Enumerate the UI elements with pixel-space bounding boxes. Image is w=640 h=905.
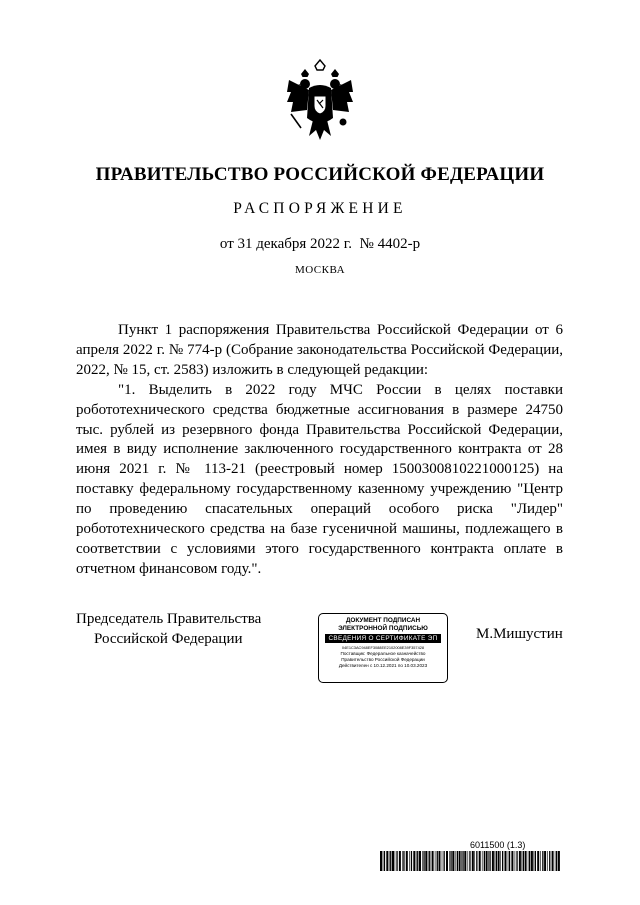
stamp-heading: ДОКУМЕНТ ПОДПИСАН bbox=[345, 617, 421, 624]
document-code: 6011500 (1.3) bbox=[470, 840, 526, 850]
barcode-icon bbox=[380, 851, 560, 871]
signer-name: М.Мишустин bbox=[476, 626, 563, 642]
electronic-signature-stamp bbox=[318, 613, 448, 683]
signer-title-line: Председатель Правительства bbox=[76, 611, 262, 627]
document-type: РАСПОРЯЖЕНИЕ bbox=[233, 200, 407, 217]
stamp-validity: Действителен с 10.12.2021 по 10.03.2023 bbox=[338, 663, 428, 669]
stamp-heading: ЭЛЕКТРОННОЙ ПОДПИСЬЮ bbox=[338, 625, 428, 632]
page-title: ПРАВИТЕЛЬСТВО РОССИЙСКОЙ ФЕДЕРАЦИИ bbox=[95, 164, 545, 185]
double-headed-eagle-emblem-icon bbox=[283, 58, 357, 146]
stamp-issuer: Поставщик: Федеральное казначейство bbox=[340, 651, 426, 656]
city-label: МОСКВА bbox=[294, 264, 346, 276]
body-paragraph: "1. Выделить в 2022 году МЧС России в целях поставки робототехнического средства бюджетные ассигнования в размере 24750 тыс. рублей из резервного фонда Правительства Российской Федерации, имея в виду исполнение заключенного государственного контракта от 28 июня 2021 г. № 113-21 (реестровый номер 1500300810221000125) на поставку федеральному государственному казенному учреждению "Центр по проведению спасательных операций особого риска "Лидер" робототехнического средства на базе гусеничной машины, подлежащего в соответствии с условиями этого государственного контракта оплате в отчетном финансовом году.". bbox=[76, 381, 563, 577]
body-paragraph: Пункт 1 распоряжения Правительства Российской Федерации от 6 апреля 2022 г. № 774-р (Собрание законодательства Российской Федерации, 2022, № 15, ст. 2583) изложить в следующей редакции: bbox=[76, 322, 563, 378]
document-body bbox=[76, 321, 563, 580]
stamp-owner: Правительство Российской Федерации bbox=[341, 657, 425, 663]
signer-title-line: Российской Федерации bbox=[94, 631, 243, 647]
signer-position bbox=[76, 609, 286, 649]
stamp-certificate-band: СВЕДЕНИЯ О СЕРТИФИКАТЕ ЭП bbox=[325, 634, 441, 643]
date-and-number: от 31 декабря 2022 г. № 4402-р bbox=[219, 236, 421, 252]
stamp-serial-number: 04E1C3AC948EF3088EE2102008E39F357428 bbox=[341, 645, 425, 650]
